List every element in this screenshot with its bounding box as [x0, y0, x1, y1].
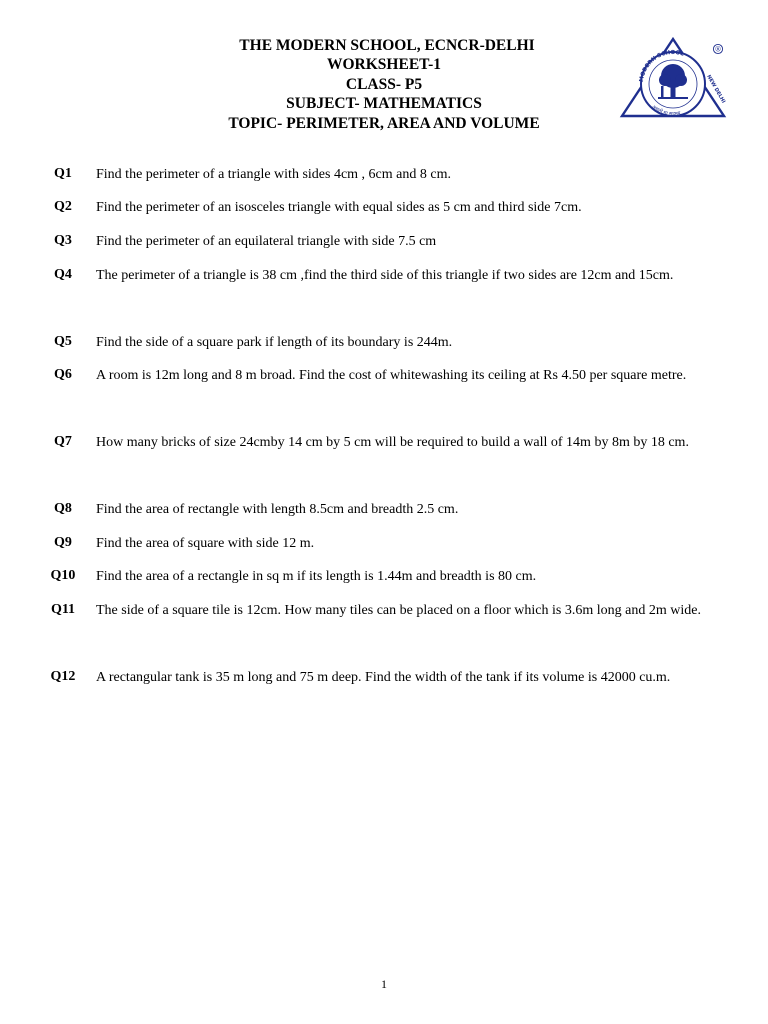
- question-text: Find the perimeter of an equilateral triangle with side 7.5 cm: [96, 234, 437, 249]
- question-text: A room is 12m long and 8 m broad. Find the cost of whitewashing its ceiling at Rs 4.50 per square metre.: [96, 368, 687, 383]
- question-text: Find the area of a rectangle in sq m if its length is 1.44m and breadth is 80 cm.: [96, 569, 537, 584]
- logo-bottom-text: असतो मा सद्गमय: [650, 104, 682, 118]
- question-text: Find the area of rectangle with length 8.5cm and breadth 2.5 cm.: [96, 502, 459, 517]
- page-number: 1: [381, 977, 387, 991]
- question-number: Q8: [54, 501, 72, 516]
- school-name: THE MODERN SCHOOL, ECNCR-DELHI: [239, 37, 535, 54]
- subject-label: SUBJECT- MATHEMATICS: [286, 95, 482, 113]
- question-number: Q2: [54, 199, 72, 214]
- logo-top-text: MODERN SCHOOL: [638, 49, 685, 83]
- question-text: A rectangular tank is 35 m long and 75 m deep. Find the width of the tank if its volume is 42000 cu.m.: [96, 670, 671, 685]
- question-number: Q1: [54, 166, 72, 181]
- question-number: Q9: [54, 535, 72, 550]
- question-text: Find the side of a square park if length of its boundary is 244m.: [96, 335, 453, 350]
- registered-mark: ®: [714, 45, 722, 54]
- question-text: How many bricks of size 24cmby 14 cm by 5 cm will be required to build a wall of 14m by 8m by 18 cm.: [96, 435, 689, 450]
- question-number: Q4: [54, 267, 72, 282]
- question-number: Q10: [50, 568, 76, 583]
- question-text: Find the perimeter of a triangle with sides 4cm , 6cm and 8 cm.: [96, 167, 451, 182]
- question-number: Q6: [54, 367, 72, 382]
- question-number: Q3: [54, 233, 72, 248]
- question-number: Q7: [54, 434, 72, 449]
- logo-right-text: NEW DELHI: [705, 74, 727, 105]
- class-label: CLASS- P5: [345, 75, 423, 93]
- question-text: The perimeter of a triangle is 38 cm ,find the third side of this triangle if two sides are 12cm and 15cm.: [96, 268, 674, 283]
- worksheet-title: WORKSHEET-1: [327, 56, 441, 74]
- question-text: The side of a square tile is 12cm. How many tiles can be placed on a floor which is 3.6m long and 2m wide.: [96, 603, 701, 618]
- question-number: Q11: [50, 602, 76, 617]
- question-number: Q5: [54, 334, 72, 349]
- question-text: Find the perimeter of an isosceles triangle with equal sides as 5 cm and third side 7cm.: [96, 200, 582, 215]
- question-text: Find the area of square with side 12 m.: [96, 536, 315, 551]
- topic-label: TOPIC- PERIMETER, AREA AND VOLUME: [228, 114, 540, 132]
- school-logo: [617, 36, 729, 122]
- question-number: Q12: [50, 669, 76, 684]
